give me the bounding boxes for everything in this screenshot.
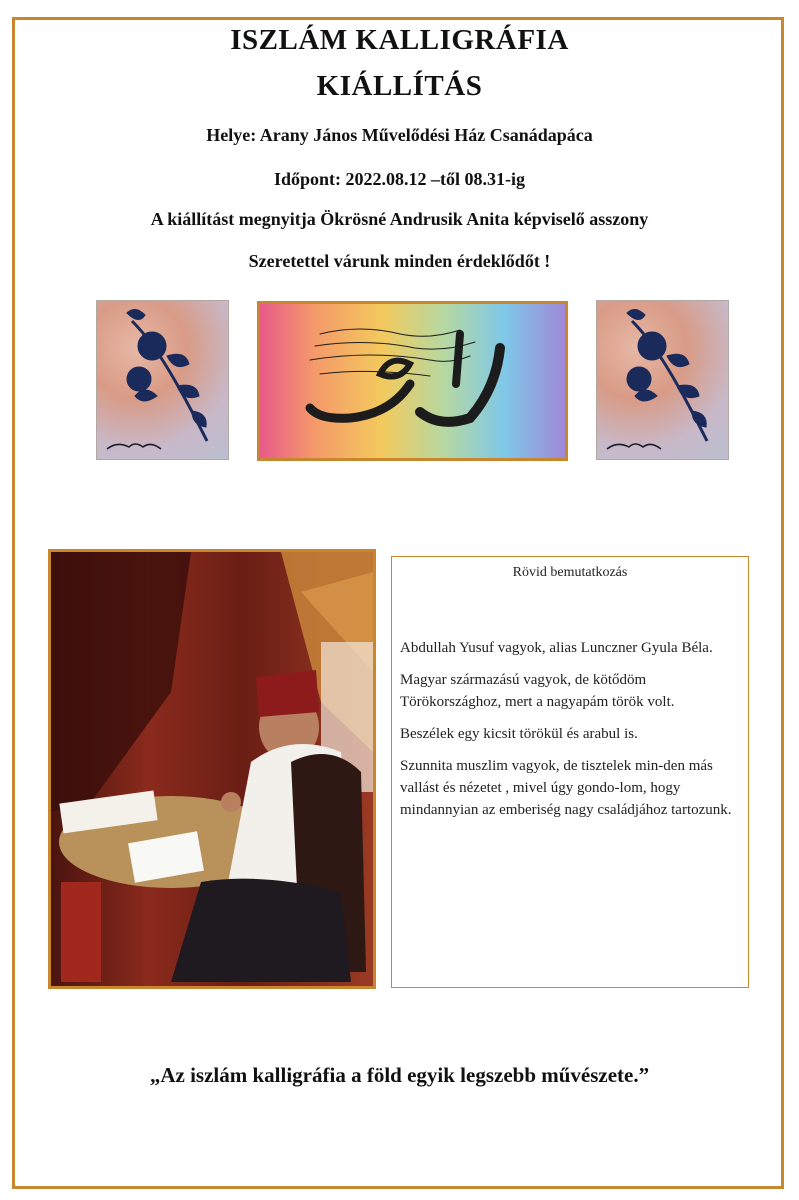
closing-quote: „Az iszlám kalligráfia a föld egyik legszebb művészete.” (149, 1063, 650, 1087)
calligraphy-painting-graphic (260, 304, 565, 458)
calligrapher-photo (48, 549, 376, 989)
flower-artwork-left (96, 300, 229, 460)
welcome-text: Szeretettel várunk minden érdeklődőt ! (248, 251, 551, 271)
opening-text: A kiállítást megnyitja Ökrösné Andrusik Anita képviselő asszony (150, 209, 649, 229)
venue-text: Helye: Arany János Művelődési Ház Csanádapáca (206, 125, 593, 145)
title-line-1: ISZLÁM KALLIGRÁFIA (230, 24, 569, 56)
bio-paragraph-2: Magyar származású vagyok, de kötődöm Törökországhoz, mert a nagyapám török volt. (400, 672, 675, 710)
date-text: Időpont: 2022.08.12 –től 08.31-ig (273, 169, 525, 189)
bio-box (391, 556, 749, 988)
calligraphy-painting (257, 301, 568, 461)
bio-paragraph-3: Beszélek egy kicsit törökül és arabul is. (400, 726, 638, 742)
title-line-2: KIÁLLÍTÁS (316, 70, 483, 102)
bio-paragraph-4: Szunnita muszlim vagyok, de tisztelek min-den más vallást és nézetet , mivel úgy gondo-lom, hogy mindannyian az emberiség nagy családjához tartozunk. (400, 758, 732, 818)
flower-artwork-left-graphic (97, 301, 229, 460)
flower-artwork-right-graphic (597, 301, 729, 460)
flower-artwork-right (596, 300, 729, 460)
bio-paragraph-1: Abdullah Yusuf vagyok, alias Lunczner Gyula Béla. (400, 640, 713, 656)
calligrapher-photo-graphic (51, 552, 373, 986)
bio-heading: Rövid bemutatkozás (512, 565, 628, 580)
